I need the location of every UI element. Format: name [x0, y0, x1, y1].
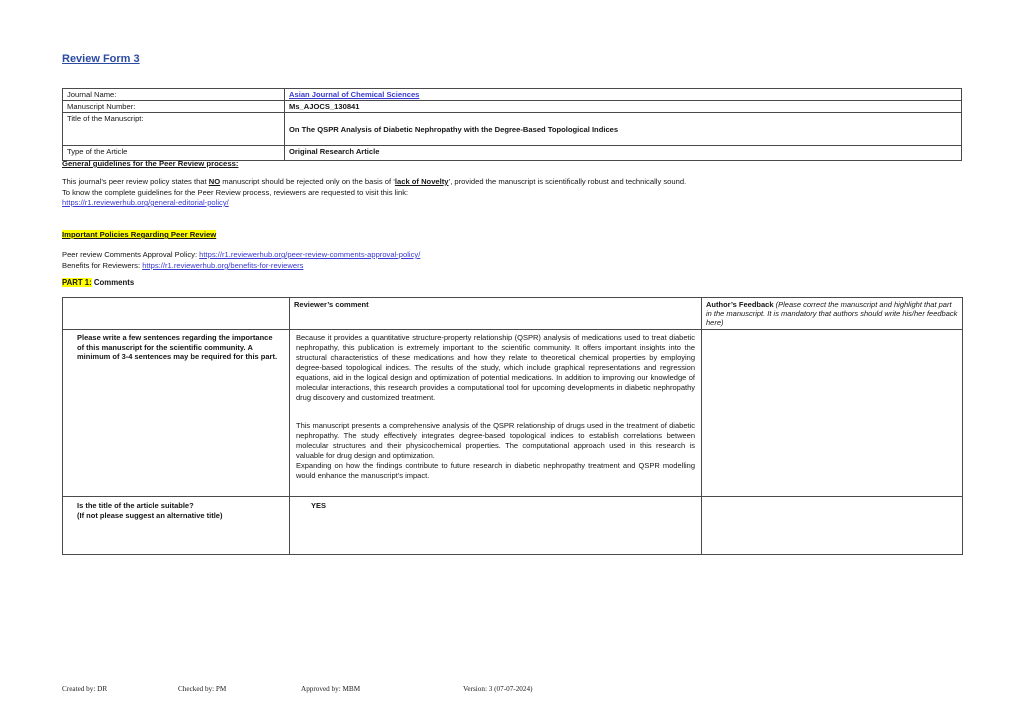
policy-text: manuscript should be rejected only on the basis of ‘: [220, 177, 395, 186]
policy-text: ’, provided the manuscript is scientifically robust and technically sound.: [448, 177, 687, 186]
author-feedback-note: (Please correct the manuscript and highlight that part in the manuscript. It is mandatory that authors should write his/her feedback here): [706, 300, 958, 327]
reviewer-comment-importance: [290, 330, 702, 497]
comments-table: [62, 297, 963, 555]
benefits-label: Benefits for Reviewers:: [62, 261, 143, 270]
manuscript-number-value: Ms_AJOCS_130841: [285, 101, 962, 113]
policy-no-emphasis: NO: [208, 177, 221, 186]
table-row: [63, 330, 963, 497]
comment-paragraph: Expanding on how the findings contribute to future research in diabetic nephropathy treatment and QSPR modelling would enhance the manuscript’s impact.: [296, 461, 695, 480]
header-author-feedback: [702, 298, 963, 330]
policy-text: This journal’s peer review policy states that: [62, 177, 209, 186]
journal-name-link[interactable]: Asian Journal of Chemical Sciences: [289, 90, 420, 99]
approval-policy-line: [62, 249, 420, 260]
footer-checked-by: Checked by: PM: [178, 685, 227, 693]
comment-paragraph: Because it provides a quantitative structure-property relationship (QSPR) analysis of medications used to treat diabetic nephropathy, this publication is extremely important to the scientific community. It offers important insights into the structural characteristics of these medications and how they relate to theoretical chemical properties by employing degree-based topological indices. The results of the study, which include graphical representations and regression equations, aid in the logical design and optimization of potential medications. In addition to improving our knowledge of molecular interactions, this research provides a computational tool for upcoming developments in diabetic nephropathy drug discovery and customized treatment.: [296, 333, 695, 402]
journal-name-cell: [285, 89, 962, 101]
part1-label: Comments: [91, 278, 135, 287]
footer-approved-by: Approved by: MBM: [301, 685, 361, 693]
table-row: [63, 89, 962, 101]
manuscript-title-label: Title of the Manuscript:: [63, 113, 285, 146]
footer-version: Version: 3 (07-07-2024): [463, 685, 533, 693]
policies-heading-text: Important Policies Regarding Peer Review: [62, 230, 217, 239]
manuscript-title-value: On The QSPR Analysis of Diabetic Nephropathy with the Degree-Based Topological Indices: [285, 113, 962, 146]
policy-novelty-emphasis: lack of Novelty: [394, 177, 449, 186]
author-feedback-cell: [702, 497, 963, 555]
table-row: [63, 497, 963, 555]
question-importance: Please write a few sentences regarding the importance of this manuscript for the scientific community. A minimum of 3-4 sentences may be required for this part.: [63, 330, 290, 497]
guidelines-link-line: [62, 198, 962, 209]
table-row: [63, 101, 962, 113]
header-reviewer-comment: Reviewer’s comment: [290, 298, 702, 330]
header-question-cell: [63, 298, 290, 330]
page-title: Review Form 3: [62, 53, 140, 65]
reviewer-comment-title-suitable: YES: [290, 497, 702, 555]
manuscript-number-label: Manuscript Number:: [63, 101, 285, 113]
benefits-line: [62, 260, 420, 271]
author-feedback-title: Author’s Feedback: [706, 300, 776, 309]
question-line: Is the title of the article suitable?: [77, 501, 194, 510]
guidelines-policy-line: [62, 177, 962, 188]
policies-body: [62, 249, 420, 271]
general-editorial-policy-link[interactable]: https://r1.reviewerhub.org/general-editorial-policy/: [62, 198, 229, 207]
policies-heading: [62, 230, 216, 239]
guidelines-body: [62, 177, 962, 209]
document-body: [62, 0, 962, 724]
footer-created-by: Created by: DR: [62, 685, 108, 693]
guidelines-heading: General guidelines for the Peer Review process:: [62, 159, 239, 168]
approval-policy-label: Peer review Comments Approval Policy:: [62, 250, 200, 259]
part1-badge: PART 1:: [62, 278, 92, 287]
article-type-label: Type of the Article: [63, 146, 285, 161]
benefits-link[interactable]: https://r1.reviewerhub.org/benefits-for-reviewers: [142, 261, 304, 270]
journal-name-label: Journal Name:: [63, 89, 285, 101]
part1-heading: [62, 278, 134, 287]
comments-table-header-row: [63, 298, 963, 330]
question-line: (If not please suggest an alternative title): [77, 510, 223, 520]
guidelines-link-intro: To know the complete guidelines for the Peer Review process, reviewers are requested to visit this link:: [62, 187, 409, 197]
manuscript-info-table: [62, 88, 962, 161]
approval-policy-link[interactable]: https://r1.reviewerhub.org/peer-review-comments-approval-policy/: [199, 250, 421, 259]
article-type-value: Original Research Article: [285, 146, 962, 161]
comment-paragraph: This manuscript presents a comprehensive analysis of the QSPR relationship of drugs used in the treatment of diabetic nephropathy. The study effectively integrates degree-based topological indices to establish correlations between molecular structures and their physicochemical properties. The computational approach used in this research is valuable for drug design and optimization.: [296, 421, 695, 460]
author-feedback-cell: [702, 330, 963, 497]
table-row: [63, 113, 962, 146]
question-title-suitable: [63, 497, 290, 555]
